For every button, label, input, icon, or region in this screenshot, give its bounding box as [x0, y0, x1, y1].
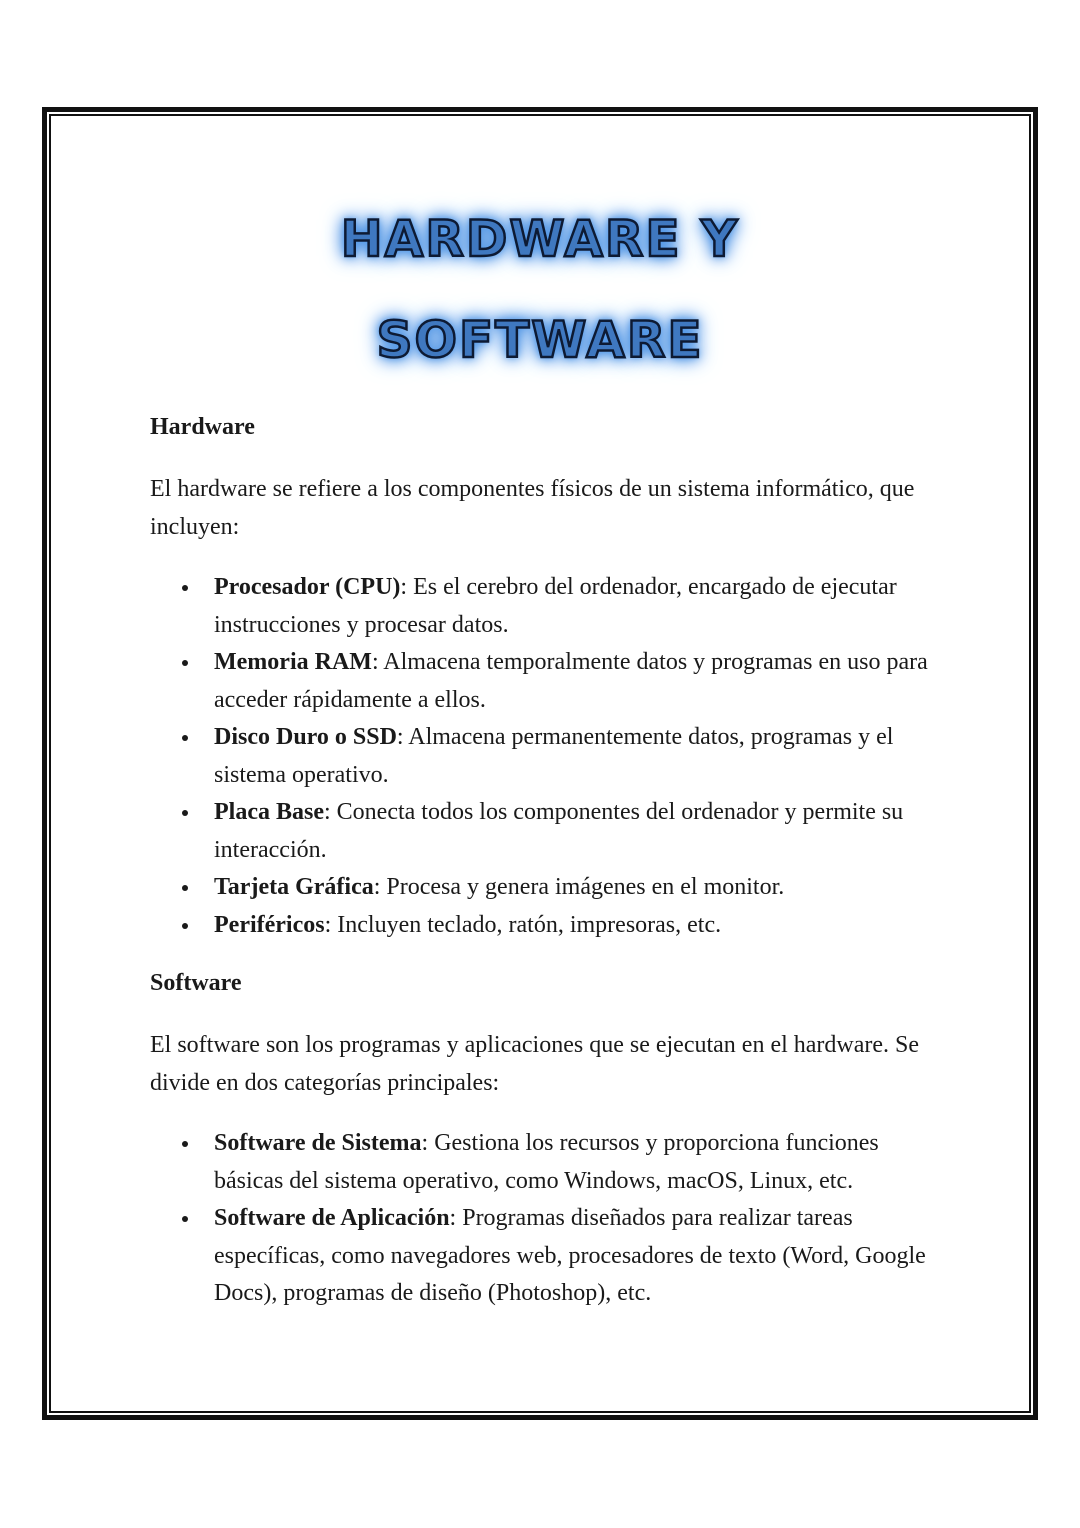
list-item — [150, 1200, 940, 1313]
section-heading-hardware: Hardware — [150, 414, 255, 440]
list-item-term: Periféricos — [214, 911, 325, 938]
list-item-term: Software de Aplicación — [214, 1205, 450, 1231]
document-title-line2: SOFTWARE — [376, 311, 704, 369]
section-intro-hardware: El hardware se refiere a los componentes físicos de un sistema informático, que incluyen: — [150, 476, 915, 540]
list-item-text: : Gestiona los recursos y proporciona funciones básicas del sistema operativo, como Windows, macOS, Linux, etc. — [214, 1130, 879, 1194]
list-item — [150, 719, 940, 794]
list-item — [150, 569, 940, 644]
list-item — [150, 869, 940, 907]
list-item-term: Tarjeta Gráfica — [214, 874, 374, 900]
list-item — [150, 1125, 940, 1200]
list-item-term: Placa Base — [214, 799, 324, 825]
document-body — [150, 409, 940, 1334]
list-item — [150, 907, 940, 945]
list-item — [150, 794, 940, 869]
list-item-term: Disco Duro o SSD — [214, 724, 397, 750]
list-item-term: Memoria RAM — [214, 649, 372, 675]
list-item-text: : Incluyen teclado, ratón, impresoras, etc. — [324, 911, 722, 938]
section-intro-software: El software son los programas y aplicaciones que se ejecutan en el hardware. Se divide en dos categorías principales: — [150, 1032, 920, 1096]
document-title-line1: HARDWARE Y — [340, 210, 740, 268]
section-heading-software: Software — [150, 970, 242, 996]
list-item-term: Software de Sistema — [214, 1130, 422, 1156]
list-item-text: : Conecta todos los componentes del ordenador y permite su interacción. — [214, 799, 904, 863]
list-item-term: Procesador (CPU) — [214, 574, 401, 600]
list-item-text: : Almacena permanentemente datos, programas y el sistema operativo. — [214, 724, 894, 788]
list-item-text: : Almacena temporalmente datos y programas en uso para acceder rápidamente a ellos. — [214, 649, 928, 713]
list-item-text: : Es el cerebro del ordenador, encargado de ejecutar instrucciones y procesar datos. — [214, 574, 897, 638]
hardware-list — [150, 569, 940, 944]
list-item-text: : Programas diseñados para realizar tareas específicas, como navegadores web, procesadores de texto (Word, Google Docs), programas de diseño (Photoshop), etc. — [214, 1205, 926, 1306]
list-item-text: : Procesa y genera imágenes en el monitor. — [373, 874, 785, 900]
list-item — [150, 644, 940, 719]
software-list — [150, 1125, 940, 1313]
